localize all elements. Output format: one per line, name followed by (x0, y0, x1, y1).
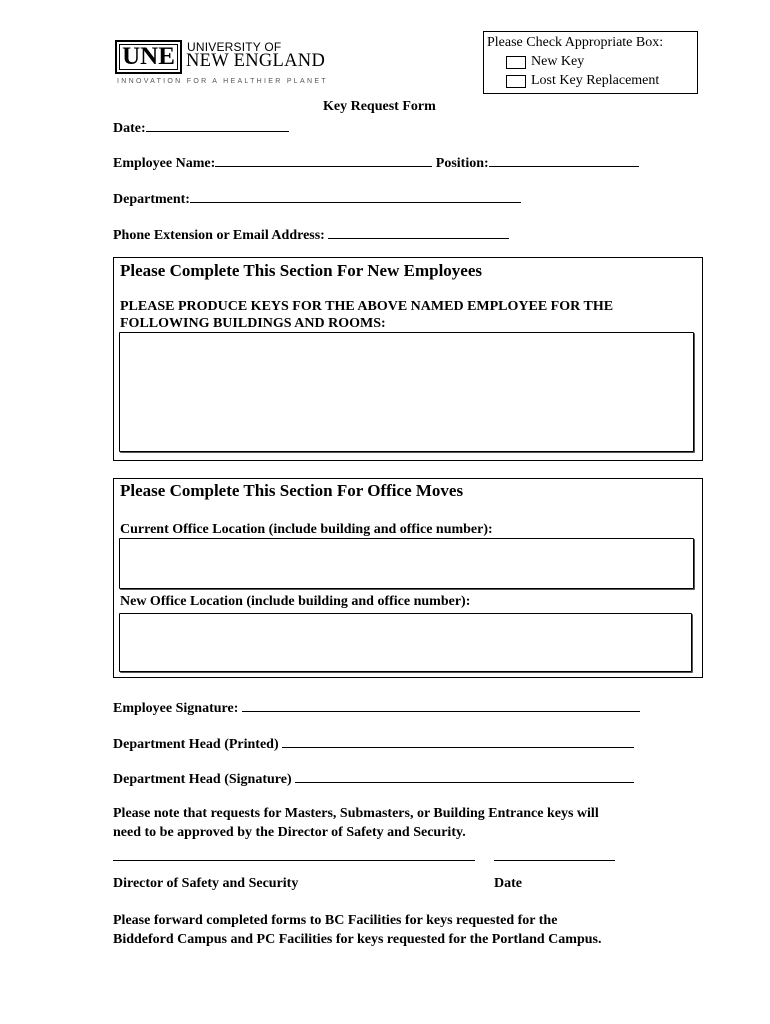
forward-note (113, 911, 601, 949)
position-label: Position: (435, 156, 489, 171)
new-key-checkbox[interactable] (506, 56, 526, 69)
note-line-1: Please note that requests for Masters, Submasters, or Building Entrance keys will (113, 806, 599, 821)
date-field[interactable] (113, 117, 289, 137)
current-office-input[interactable] (119, 538, 694, 589)
dept-head-signature-line[interactable] (295, 768, 634, 783)
dept-head-printed-field[interactable] (113, 733, 634, 753)
dept-head-printed-label: Department Head (Printed) (113, 737, 279, 752)
employee-name-field[interactable] (113, 152, 639, 172)
new-office-input[interactable] (119, 613, 692, 672)
check-panel-title: Please Check Appropriate Box: (487, 35, 664, 50)
lost-key-label: Lost Key Replacement (531, 73, 660, 88)
new-key-option[interactable] (506, 54, 584, 70)
current-office-label: Current Office Location (include building and office number): (120, 522, 493, 537)
phone-email-line[interactable] (328, 224, 509, 239)
new-employees-title: Please Complete This Section For New Employees (120, 261, 482, 280)
new-office-label: New Office Location (include building and office number): (120, 594, 471, 609)
buildings-rooms-input[interactable] (119, 332, 694, 452)
employee-signature-field[interactable] (113, 697, 640, 717)
position-line[interactable] (489, 152, 639, 167)
department-line[interactable] (190, 188, 521, 203)
employee-name-line[interactable] (215, 152, 432, 167)
lost-key-option[interactable] (506, 73, 659, 89)
employee-name-label: Employee Name: (113, 156, 216, 171)
dept-head-signature-field[interactable] (113, 768, 634, 788)
date-label-bottom: Date (494, 876, 522, 891)
approval-note (113, 804, 599, 842)
phone-email-field[interactable] (113, 224, 509, 244)
director-label: Director of Safety and Security (113, 876, 299, 891)
date-line[interactable] (146, 117, 289, 132)
forward-line-1: Please forward completed forms to BC Facilities for keys requested for the (113, 913, 558, 928)
form-title: Key Request Form (323, 99, 436, 114)
employee-signature-line[interactable] (242, 697, 640, 712)
employee-signature-label: Employee Signature: (113, 701, 239, 716)
new-employees-instruction (120, 298, 613, 332)
phone-email-label: Phone Extension or Email Address: (113, 228, 325, 243)
instruction-line-2: FOLLOWING BUILDINGS AND ROOMS: (120, 316, 386, 331)
dept-head-printed-line[interactable] (282, 733, 634, 748)
une-logo-mark: UNE (115, 40, 182, 74)
department-field[interactable] (113, 188, 521, 208)
logo-university-of: UNIVERSITY OF (187, 40, 282, 54)
forward-line-2: Biddeford Campus and PC Facilities for keys requested for the Portland Campus. (113, 932, 602, 947)
logo-tagline: INNOVATION FOR A HEALTHIER PLANET (117, 78, 328, 85)
director-signature-line[interactable] (113, 860, 475, 861)
instruction-line-1: PLEASE PRODUCE KEYS FOR THE ABOVE NAMED EMPLOYEE FOR THE (120, 299, 614, 314)
lost-key-checkbox[interactable] (506, 75, 526, 88)
director-date-line[interactable] (494, 860, 615, 861)
new-key-label: New Key (531, 54, 585, 69)
logo-new-england: NEW ENGLAND (186, 51, 326, 71)
dept-head-signature-label: Department Head (Signature) (113, 772, 292, 787)
note-line-2: need to be approved by the Director of Safety and Security. (113, 825, 466, 840)
office-moves-title: Please Complete This Section For Office Moves (120, 481, 464, 500)
department-label: Department: (113, 192, 190, 207)
date-label: Date: (113, 121, 146, 136)
